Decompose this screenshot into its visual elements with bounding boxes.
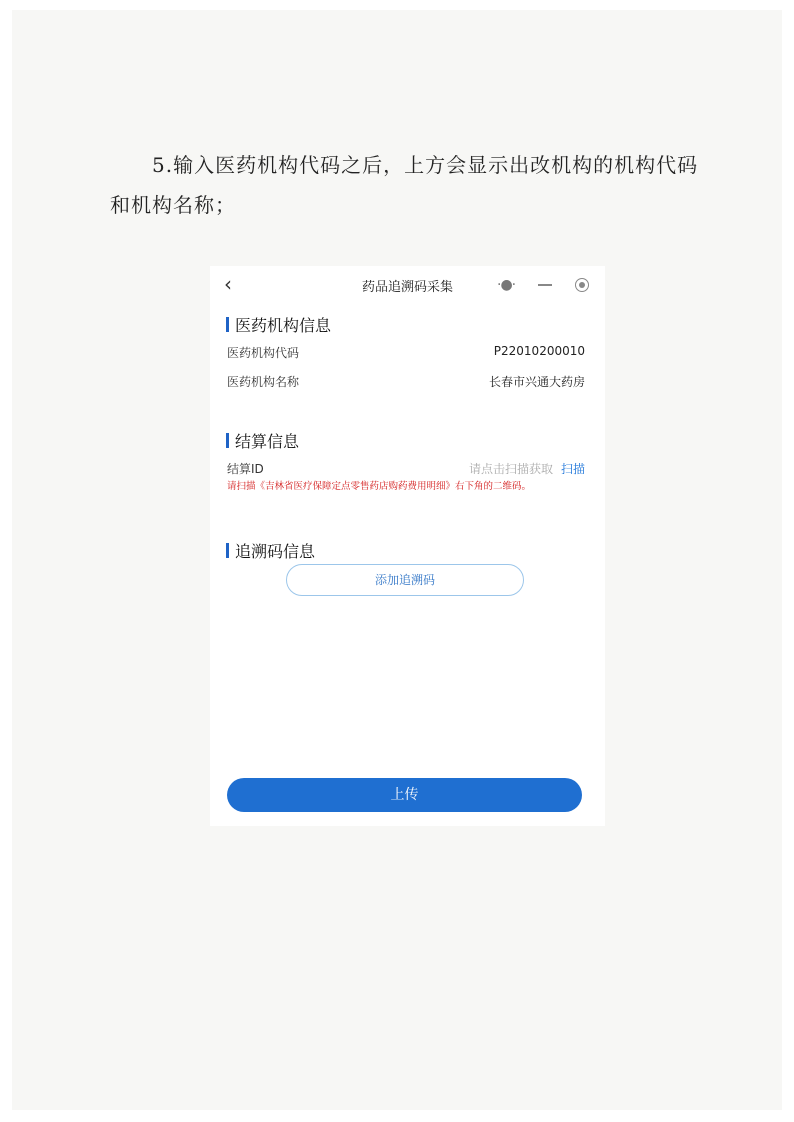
settlement-id-row	[227, 460, 585, 478]
capsule-menu	[497, 274, 589, 296]
institution-name-label: 医药机构名称	[227, 375, 300, 389]
institution-code-value: P22010200010	[493, 344, 585, 358]
settlement-id-placeholder: 请点击扫描获取	[468, 462, 553, 476]
section-accent-bar	[226, 543, 229, 558]
institution-code-label: 医药机构代码	[227, 346, 300, 360]
settlement-id-field[interactable]	[469, 460, 585, 477]
upload-button[interactable]: 上传	[227, 778, 582, 812]
target-close-icon[interactable]	[575, 278, 589, 292]
institution-section-heading	[226, 313, 331, 336]
institution-code-row	[227, 344, 585, 362]
nav-bar	[210, 266, 605, 302]
section-accent-bar	[226, 317, 229, 332]
settlement-heading-text: 结算信息	[235, 432, 300, 451]
institution-name-value: 长春市兴通大药房	[488, 375, 585, 389]
page-title: 药品追溯码采集	[361, 280, 453, 295]
settlement-id-label: 结算ID	[227, 462, 264, 476]
trace-section-heading	[226, 539, 315, 562]
instruction-text: 5.输入医药机构代码之后，上方会显示出改机构的机构代码和机构名称；	[110, 153, 699, 217]
scan-warning-text: 请扫描《吉林省医疗保障定点零售药店购药费用明细》右下角的二维码。	[227, 481, 532, 492]
section-accent-bar	[226, 433, 229, 448]
institution-heading-text: 医药机构信息	[235, 316, 332, 335]
mini-program-screen	[210, 266, 605, 826]
minimize-icon[interactable]	[538, 284, 552, 286]
trace-heading-text: 追溯码信息	[235, 542, 316, 561]
scan-button[interactable]: 扫描	[560, 462, 585, 476]
settlement-section-heading	[226, 429, 299, 452]
institution-name-row	[227, 373, 585, 391]
chevron-left-icon[interactable]: ‹	[224, 272, 232, 296]
add-trace-code-button[interactable]: 添加追溯码	[286, 564, 524, 596]
more-dots-icon[interactable]: ·●·	[497, 277, 516, 293]
